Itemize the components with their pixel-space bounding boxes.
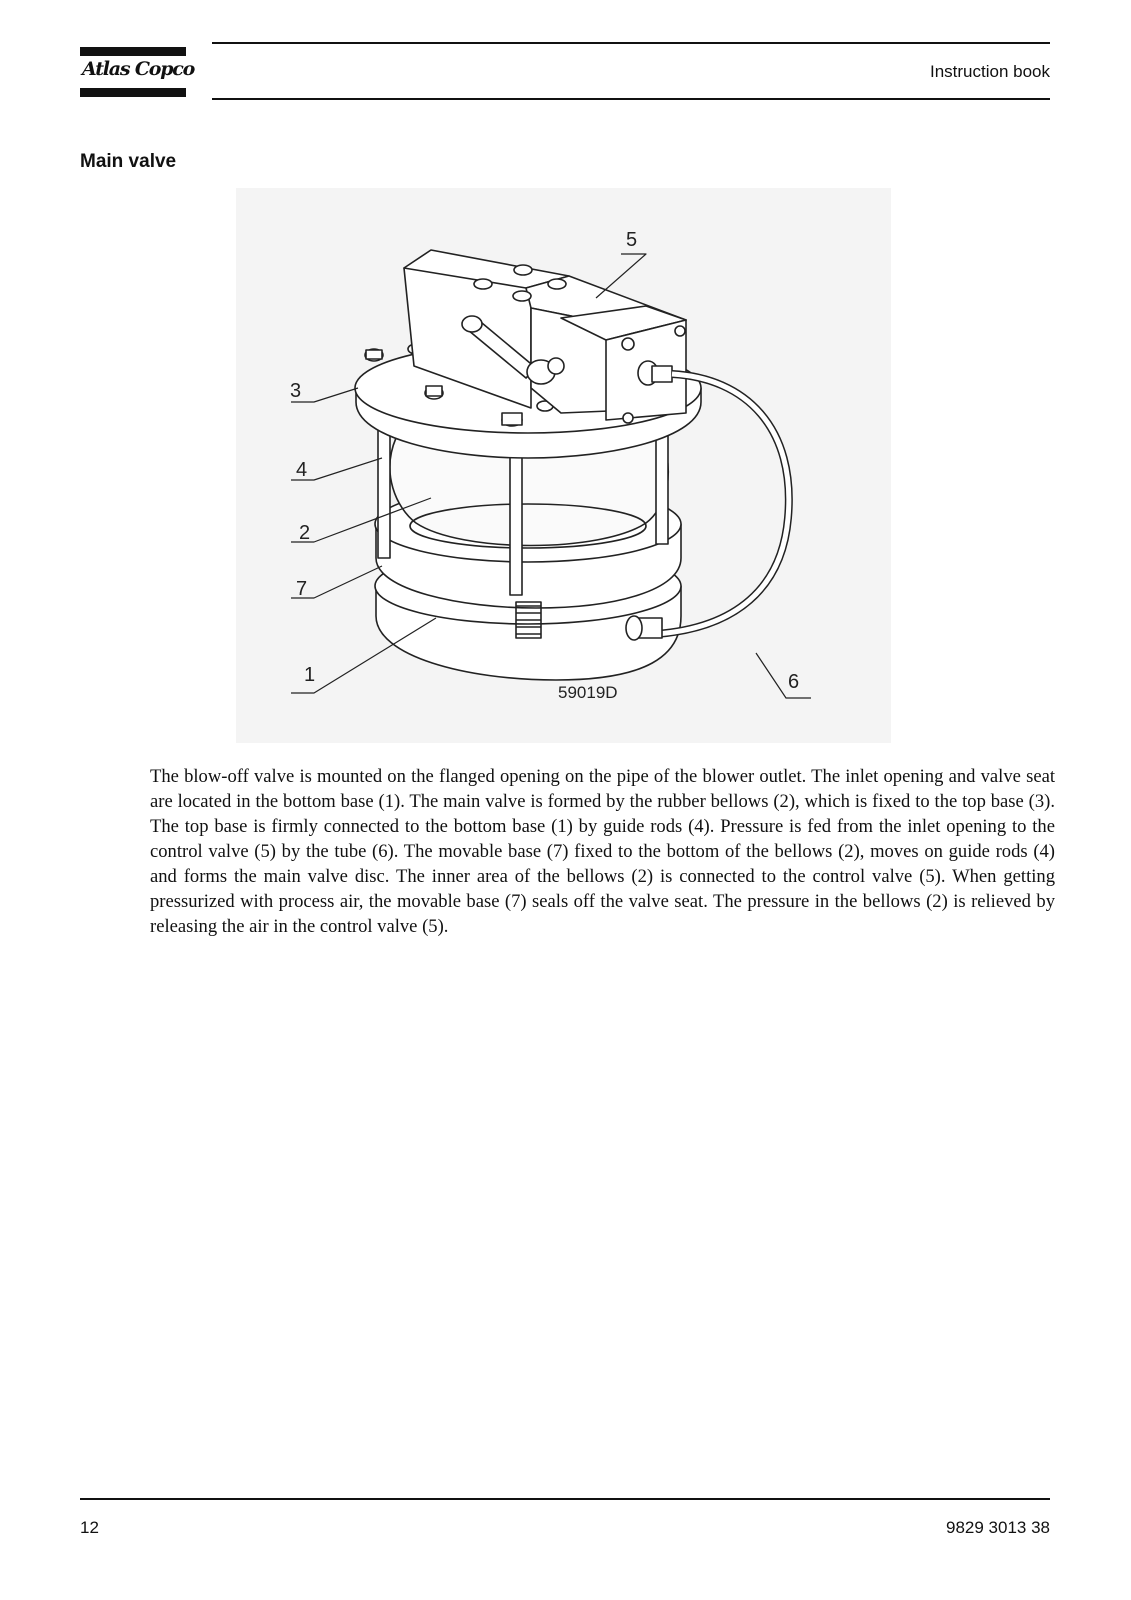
page-number: 12 xyxy=(80,1518,99,1537)
guide-rod xyxy=(378,423,390,558)
body-paragraph: The blow-off valve is mounted on the flanged opening on the pipe of the blower outlet. The inlet opening and valve seat are located in the bottom base (1). The main valve is formed by the rubber bellows (2), which is fixed to the top base (3). The top base is firmly connected to the bottom base (1) by guide rods (4). Pressure is fed from the inlet opening to the control valve (5) by the tube (6). The movable base (7) fixed to the bottom of the bellows (2), moves on guide rods (4) and forms the main valve disc. The inner area of the bellows (2) is connected to the control valve (5). When getting pressurized with process air, the movable base (7) seals off the valve seat. The pressure in the bellows (2) is relieved by releasing the air in the control valve (5). xyxy=(150,766,1055,937)
callout-6: 6 xyxy=(788,671,800,693)
logo-wordmark: Atlas Copco xyxy=(82,58,195,80)
guide-rod xyxy=(510,450,522,595)
callout-2: 2 xyxy=(299,522,311,544)
callout-3: 3 xyxy=(290,380,302,402)
figure-id: 59019D xyxy=(558,683,618,702)
callout-1: 1 xyxy=(304,664,316,686)
header-rule-bottom xyxy=(212,98,1050,100)
footer-rule xyxy=(80,1498,1050,1500)
document-number: 9829 3013 38 xyxy=(946,1518,1050,1537)
logo-bottom-bar xyxy=(80,88,186,97)
main-valve-drawing xyxy=(236,188,891,743)
callout-7: 7 xyxy=(296,578,308,600)
bottom-connector xyxy=(626,616,662,640)
logo-top-bar xyxy=(80,47,186,56)
header-rule-top xyxy=(212,42,1050,44)
callout-4: 4 xyxy=(296,459,308,481)
document-type: Instruction book xyxy=(929,62,1050,81)
main-valve-figure xyxy=(236,188,891,743)
callout-5: 5 xyxy=(626,229,638,251)
section-title: Main valve xyxy=(80,151,177,172)
atlas-copco-logo xyxy=(80,47,195,99)
